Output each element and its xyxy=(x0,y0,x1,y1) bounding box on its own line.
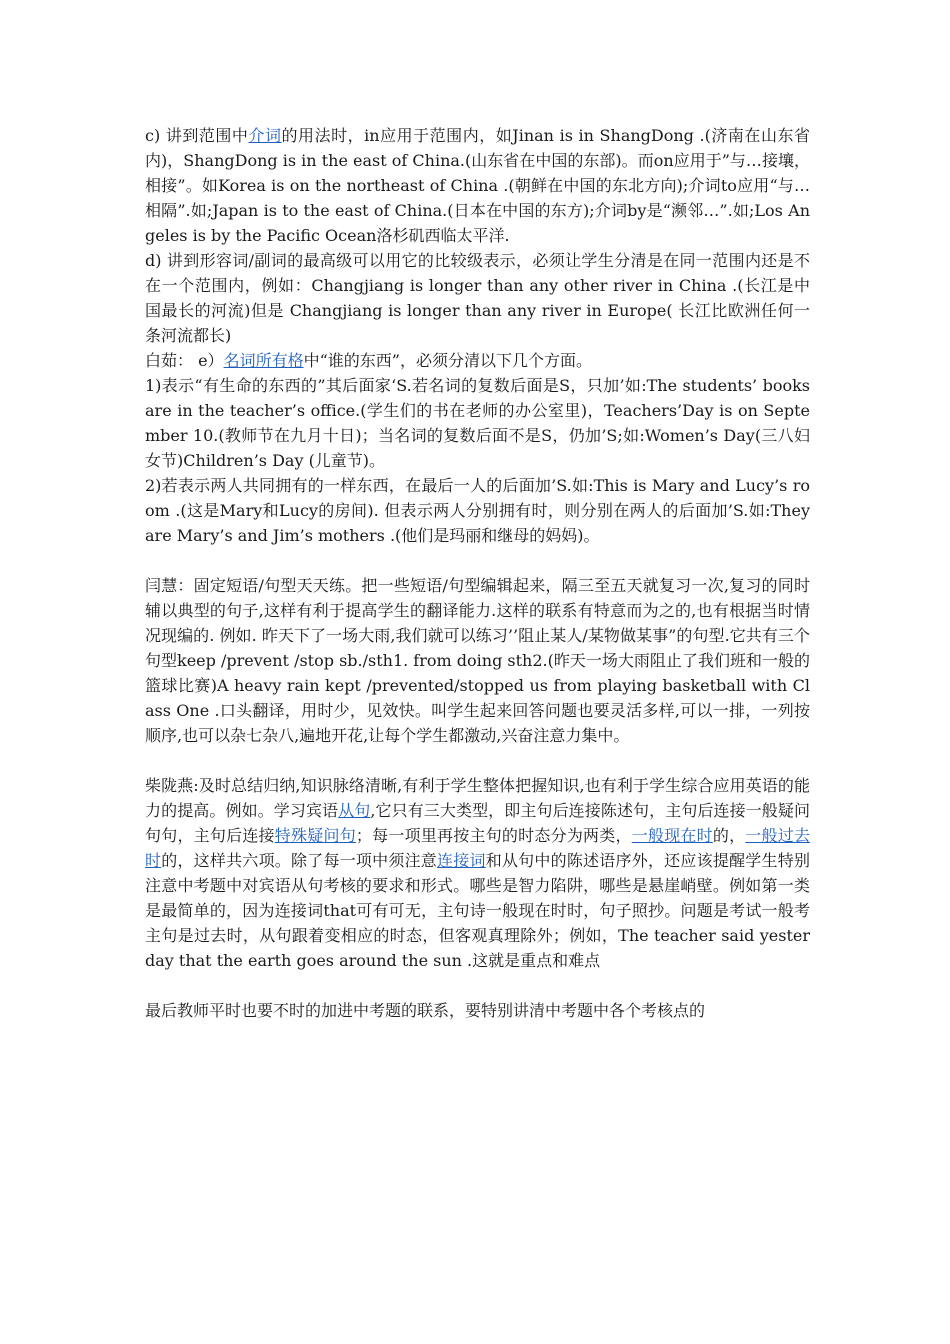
paragraph-text: 2)若表示两人共同拥有的一样东西，在最后一人的后面加’S.如:This is Mary and Lucy’s room .(这是Mary和Lucy的房间). 但表示两人分别拥有时，则分别在两人的后面加’S.如:They are Mary’s and Jim’s mothers .(他们是玛丽和继母的妈妈)。 xyxy=(145,476,810,545)
paragraph-gap xyxy=(145,973,810,998)
glossary-link[interactable]: 介词 xyxy=(248,126,282,145)
paragraph-text: 柴陇燕:及时总结归纳,知识脉络清晰,有利于学生整体把握知识,也有利于学生综合应用英语的能力的提高。例如。学习宾语 xyxy=(145,776,810,820)
glossary-link[interactable]: 特殊疑问句 xyxy=(274,826,356,845)
paragraph xyxy=(145,773,810,973)
paragraph-text: 闫慧：固定短语/句型天天练。把一些短语/句型编辑起来，隔三至五天就复习一次,复习的同时辅以典型的句子,这样有利于提高学生的翻译能力.这样的联系有特意而为之的,也有根据当时情况现编的. 例如. 昨天下了一场大雨,我们就可以练习’’阻止某人/某物做某事”的句型.它共有三个句型keep /prevent /stop sb./sth1. from doing sth2.(昨天一场大雨阻止了我们班和一般的篮球比赛)A heavy rain kept /prevented/stopped us from playing basketball with Class One .口头翻译，用时少，见效快。叫学生起来回答问题也要灵活多样,可以一排，一列按顺序,也可以杂七杂八,遍地开花,让每个学生都激动,兴奋注意力集中。 xyxy=(145,576,810,745)
paragraph xyxy=(145,123,810,248)
paragraph-text: 和从句中的陈述语序外，还应该提醒学生特别注意中考题中对宾语从句考核的要求和形式。哪些是智力陷阱，哪些是悬崖峭壁。例如第一类是最简单的，因为连接词that可有可无，主句诗一般现在时时，句子照抄。问题是考试一般考主句是过去时，从句跟着变相应的时态，但客观真理除外；例如，The teacher said yesterday that the earth goes around the sun .这就是重点和难点 xyxy=(145,851,810,970)
paragraph xyxy=(145,373,810,473)
paragraph xyxy=(145,248,810,348)
paragraph-text: c) 讲到范围中 xyxy=(145,126,249,145)
glossary-link[interactable]: 名词所有格 xyxy=(223,351,304,370)
paragraph xyxy=(145,998,810,1023)
glossary-link[interactable]: 一般过去时 xyxy=(145,826,810,870)
paragraph-text: 1)表示“有生命的东西的”其后面家‘S.若名词的复数后面是S，只加’如:The students’ books are in the teacher’s office.(学生们的书在老师的办公室里)，Teachers’Day is on September 10.(教师节在九月十日)；当名词的复数后面不是S，仍加’S;如:Women’s Day(三八妇女节)Children’s Day (儿童节)。 xyxy=(145,376,810,470)
paragraph-text: ；每一项里再按主句的时态分为两类， xyxy=(355,826,632,845)
paragraph xyxy=(145,348,810,373)
paragraph-text: 的用法时，in应用于范围内，如Jinan is in ShangDong .(济南在山东省内)，ShangDong is in the east of China.(山东省在中国的东部)。而on应用于”与…接壤，相接”。如Korea is on the northeast of China .(朝鲜在中国的东北方向);介词to应用“与…相隔”.如;Japan is to the east of China.(日本在中国的东方);介词by是“濒邻…”.如;Los Angeles is by the Pacific Ocean洛杉矶西临太平洋. xyxy=(145,126,810,245)
glossary-link[interactable]: 一般现在时 xyxy=(631,826,713,845)
paragraph xyxy=(145,573,810,748)
paragraph xyxy=(145,473,810,548)
glossary-link[interactable]: 连接词 xyxy=(437,851,486,870)
paragraph-text: 白茹： e） xyxy=(145,351,224,370)
glossary-link[interactable]: 从句 xyxy=(338,801,371,820)
paragraph-gap xyxy=(145,748,810,773)
paragraph-gap xyxy=(145,548,810,573)
paragraph-text: 中“谁的东西”，必须分清以下几个方面。 xyxy=(303,351,592,370)
paragraph-text: 的，这样共六项。除了每一项中须注意 xyxy=(161,851,438,870)
paragraph-text: 的， xyxy=(712,826,746,845)
paragraph-text: ,它只有三大类型，即主句后连接陈述句，主句后连接一般疑问句句，主句后连接 xyxy=(145,801,810,845)
paragraph-text: 最后教师平时也要不时的加进中考题的联系，要特别讲清中考题中各个考核点的 xyxy=(145,1001,706,1020)
paragraph-text: d) 讲到形容词/副词的最高级可以用它的比较级表示，必须让学生分清是在同一范围内还是不在一个范围内，例如：Changjiang is longer than any other river in China .(长江是中国最长的河流)但是 Changjiang is longer than any river in Europe( 长江比欧洲任何一条河流都长) xyxy=(145,251,810,345)
